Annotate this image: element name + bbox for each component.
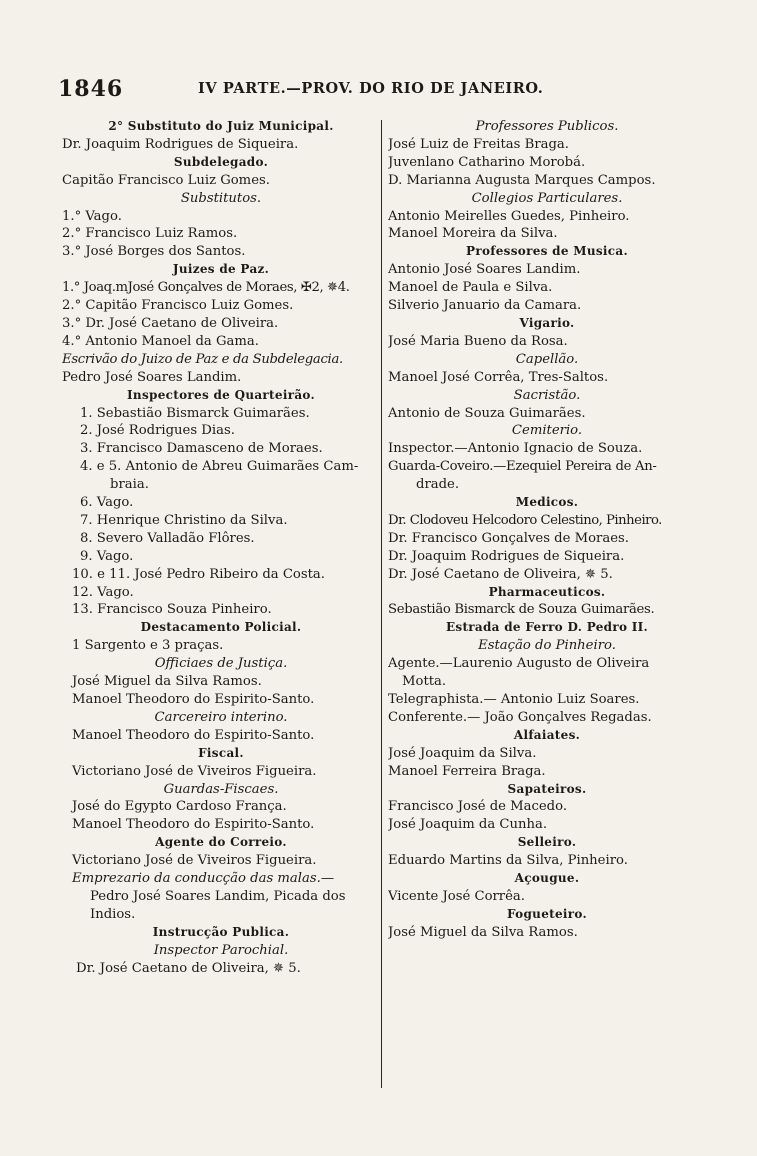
entry-line: Dr. Joaquim Rodrigues de Siqueira.: [388, 548, 625, 564]
section-heading: Inspectores de Quarteirão.: [127, 387, 315, 402]
section-heading: Medicos.: [515, 495, 579, 510]
entry-line: 2.° Capitão Francisco Luiz Gomes.: [62, 298, 294, 314]
right-column: [388, 118, 706, 942]
entry-line: 4. e 5. Antonio de Abreu Guimarães Cam-: [80, 459, 359, 475]
entry-line: 2. José Rodrigues Dias.: [80, 423, 235, 439]
section-heading: Professores de Musica.: [466, 244, 628, 259]
entry-line: Agente.—Laurenio Augusto de Oliveira: [388, 656, 650, 672]
entry-line: 12. Vago.: [72, 584, 134, 600]
section-heading: Selleiro.: [517, 835, 577, 850]
entry-line: Victoriano José de Viveiros Figueira.: [72, 853, 317, 869]
entry-line: Pedro José Soares Landim.: [62, 369, 242, 385]
entry-line: Manoel Theodoro do Espirito-Santo.: [72, 692, 315, 707]
section-heading: Collegios Particulares.: [471, 190, 623, 206]
entry-line: Sebastião Bismarck de Souza Guimarães.: [388, 602, 655, 618]
running-title: IV PARTE.—PROV. DO RIO DE JANEIRO.: [198, 80, 544, 97]
entry-line: José Miguel da Silva Ramos.: [388, 924, 578, 940]
column-divider: [381, 120, 382, 1088]
entry-line: Francisco José de Macedo.: [388, 799, 568, 815]
section-heading: Estrada de Ferro D. Pedro II.: [445, 620, 649, 635]
section-heading: Capellão.: [515, 351, 579, 367]
entry-line: José Joaquim da Cunha.: [388, 817, 548, 833]
section-heading: Juizes de Paz.: [172, 262, 270, 277]
section-heading: Subdelegado.: [173, 154, 269, 169]
page-header: [58, 76, 718, 106]
entry-line: Manoel Ferreira Braga.: [388, 763, 546, 779]
entry-line: braia.: [110, 477, 149, 493]
entry-line: Dr. José Caetano de Oliveira, ✵ 5.: [388, 566, 613, 582]
section-heading: Instrucção Publica.: [152, 924, 290, 939]
entry-line: 9. Vago.: [80, 548, 134, 564]
entry-line: Antonio de Souza Guimarães.: [388, 405, 586, 421]
entry-line: Inspector.—Antonio Ignacio de Souza.: [388, 441, 643, 457]
section-heading: Sacristão.: [513, 387, 581, 403]
entry-line: José Miguel da Silva Ramos.: [72, 674, 262, 690]
entry-line: 1 Sargento e 3 praças.: [72, 638, 224, 654]
section-heading: Pharmaceuticos.: [488, 584, 606, 599]
entry-line: 6. Vago.: [80, 495, 134, 511]
entry-line: Dr. Joaquim Rodrigues de Siqueira.: [62, 136, 299, 152]
entry-line: 8. Severo Valladão Flôres.: [80, 530, 255, 546]
entry-line: 3.° José Borges dos Santos.: [62, 244, 246, 260]
entry-line: Manoel José Corrêa, Tres-Saltos.: [388, 369, 609, 385]
section-heading: Sapateiros.: [507, 781, 587, 796]
entry-line: Conferente.— João Gonçalves Regadas.: [388, 709, 652, 725]
section-heading: Substitutos.: [180, 190, 262, 206]
section-heading: Vigario.: [519, 315, 575, 330]
entry-line: 1.° Joaq.mJosé Gonçalves de Moraes, ✠2, ✵4.: [62, 280, 350, 296]
section-heading: Professores Publicos.: [475, 119, 619, 134]
entry-line: Emprezario da conducção das malas.—: [72, 871, 335, 887]
entry-line: Juvenlano Catharino Morobá.: [388, 154, 586, 170]
entry-line: 3.° Dr. José Caetano de Oliveira.: [62, 315, 279, 331]
section-subheading: Estação do Pinheiro.: [478, 638, 616, 654]
entry-line: Dr. Francisco Gonçalves de Moraes.: [388, 530, 629, 546]
entry-line: Silverio Januario da Camara.: [388, 298, 582, 314]
entry-line: Dr. Clodoveu Helcodoro Celestino, Pinheiro.: [388, 512, 662, 528]
entry-line: Dr. José Caetano de Oliveira, ✵ 5.: [76, 960, 301, 976]
left-column: [62, 118, 380, 978]
entry-line: Antonio José Soares Landim.: [388, 262, 581, 278]
section-heading: Cemiterio.: [511, 423, 583, 439]
entry-line: Manoel Moreira da Silva.: [388, 226, 558, 242]
entry-line: 3. Francisco Damasceno de Moraes.: [80, 441, 323, 457]
entry-line: José do Egypto Cardoso França.: [72, 799, 287, 815]
entry-line: José Luiz de Freitas Braga.: [388, 136, 569, 152]
entry-line: Eduardo Martins da Silva, Pinheiro.: [388, 853, 628, 869]
entry-line: 13. Francisco Souza Pinheiro.: [72, 602, 272, 618]
section-heading: Destacamento Policial.: [140, 620, 302, 635]
section-heading: Fiscal.: [198, 745, 244, 760]
section-heading: Guardas-Fiscaes.: [163, 781, 279, 797]
page-number: 1846: [58, 76, 124, 102]
section-heading: Agente do Correio.: [155, 835, 287, 850]
entry-line: Indios.: [90, 906, 136, 922]
entry-line: José Joaquim da Silva.: [388, 745, 537, 761]
entry-line: 7. Henrique Christino da Silva.: [80, 512, 288, 528]
entry-line: Capitão Francisco Luiz Gomes.: [62, 172, 270, 188]
entry-line: 4.° Antonio Manoel da Gama.: [62, 333, 259, 349]
section-heading: Fogueteiro.: [507, 906, 587, 921]
entry-line: D. Marianna Augusta Marques Campos.: [388, 172, 656, 188]
entry-line: Motta.: [402, 674, 447, 690]
section-heading: Alfaiates.: [513, 727, 581, 742]
entry-line: 1. Sebastião Bismarck Guimarães.: [80, 405, 310, 421]
entry-line: 2.° Francisco Luiz Ramos.: [62, 226, 238, 242]
section-heading: 2° Substituto do Juiz Municipal.: [108, 119, 334, 133]
entry-line: Pedro José Soares Landim, Picada dos: [90, 888, 346, 904]
entry-line: 1.° Vago.: [62, 208, 122, 224]
section-heading: Escrivão do Juizo de Paz e da Subdelegacia.: [62, 351, 343, 367]
entry-line: Telegraphista.— Antonio Luiz Soares.: [388, 692, 640, 707]
entry-line: Manoel Theodoro do Espirito-Santo.: [72, 817, 315, 833]
section-heading: Carcereiro interino.: [154, 709, 288, 725]
entry-line: Manoel Theodoro do Espirito-Santo.: [72, 727, 315, 743]
entry-line: Victoriano José de Viveiros Figueira.: [72, 763, 317, 779]
entry-line: José Maria Bueno da Rosa.: [388, 333, 568, 349]
entry-line: 10. e 11. José Pedro Ribeiro da Costa.: [72, 566, 325, 582]
entry-line: Antonio Meirelles Guedes, Pinheiro.: [388, 208, 630, 224]
entry-line: drade.: [416, 477, 460, 493]
entry-line: Guarda-Coveiro.—Ezequiel Pereira de An-: [388, 459, 657, 475]
entry-line: Manoel de Paula e Silva.: [388, 280, 553, 296]
entry-line: Vicente José Corrêa.: [388, 888, 525, 904]
section-heading: Açougue.: [514, 871, 580, 886]
section-heading: Officiaes de Justiça.: [154, 656, 288, 672]
section-subheading: Inspector Parochial.: [153, 942, 289, 958]
